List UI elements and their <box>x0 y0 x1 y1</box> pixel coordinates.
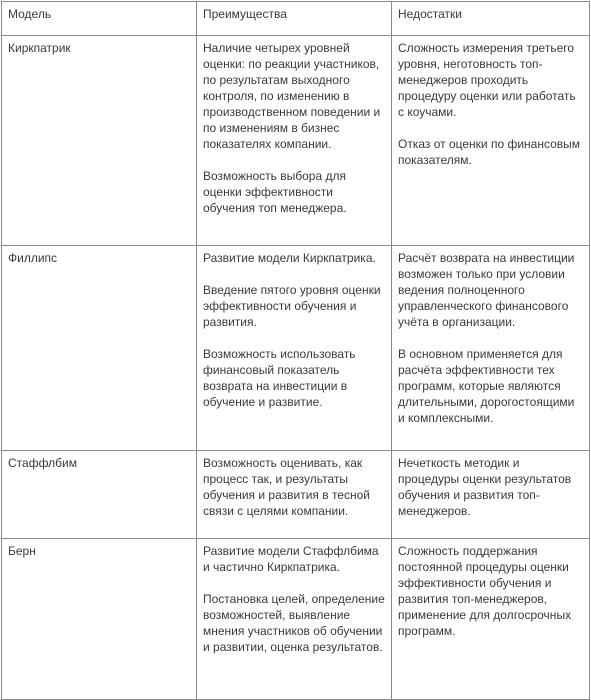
disadvantages-cell <box>392 451 590 539</box>
advantage-text: Развитие модели Стаффлбима и частично Киркпатрика. <box>203 544 379 574</box>
advantage-text: Возможность использовать финансовый показатель возврата на инвестиции в обучение и развитие. <box>203 347 356 409</box>
disadvantage-text: Отказ от оценки по финансовым показателям. <box>398 137 581 167</box>
advantage-text: Возможность выбора для оценки эффективности обучения топ менеджера. <box>203 169 347 215</box>
disadvantages-cell <box>392 36 590 246</box>
advantage-text: Наличие четырех уровней оценки: по реакции участников, по результатам выходного контроля, по изменению в производственном поведении и по изменениям в бизнес показателях компании. <box>203 41 381 151</box>
advantages-cell <box>197 539 392 700</box>
advantages-cell <box>197 246 392 451</box>
header-advantages: Преимущества <box>197 2 392 36</box>
table-row <box>2 246 590 451</box>
advantages-cell <box>197 451 392 539</box>
table-row <box>2 539 590 700</box>
advantage-text: Постановка целей, определение возможностей, выявление мнения участников об обучении и развитии, оценка результатов. <box>203 592 385 654</box>
table-header-row <box>2 2 590 36</box>
model-name: Филлипс <box>2 246 197 451</box>
models-comparison-table <box>1 1 590 700</box>
disadvantage-text: В основном применяется для расчёта эффективности тех программ, которые являются длительными, дорогостоящими и комплексными. <box>398 347 575 425</box>
model-name: Стаффлбим <box>2 451 197 539</box>
disadvantages-cell <box>392 539 590 700</box>
model-name: Берн <box>2 539 197 700</box>
table-row <box>2 36 590 246</box>
disadvantage-text: Сложность измерения третьего уровня, неготовность топ-менеджеров проходить процедуру оценки или работать с коучами. <box>398 41 576 119</box>
header-disadvantages: Недостатки <box>392 2 590 36</box>
table-row <box>2 451 590 539</box>
disadvantages-cell <box>392 246 590 451</box>
advantage-text: Возможность оценивать, как процесс так, и результаты обучения и развития в тесной связи с целями компании. <box>203 456 370 518</box>
disadvantage-text: Расчёт возврата на инвестиции возможен только при условии ведения полноценного управленческого финансового учёта в организации. <box>398 251 575 329</box>
disadvantage-text: Сложность поддержания постоянной процедуры оценки эффективности обучения и развития топ-менеджеров, применение для долгосрочных программ. <box>398 544 572 638</box>
header-model: Модель <box>2 2 197 36</box>
advantage-text: Введение пятого уровня оценки эффективности обучения и развития. <box>203 283 381 329</box>
advantage-text: Развитие модели Киркпатрика. <box>203 251 376 265</box>
model-name: Киркпатрик <box>2 36 197 246</box>
disadvantage-text: Нечеткость методик и процедуры оценки результатов обучения и развития топ-менеджеров. <box>398 456 572 518</box>
advantages-cell <box>197 36 392 246</box>
